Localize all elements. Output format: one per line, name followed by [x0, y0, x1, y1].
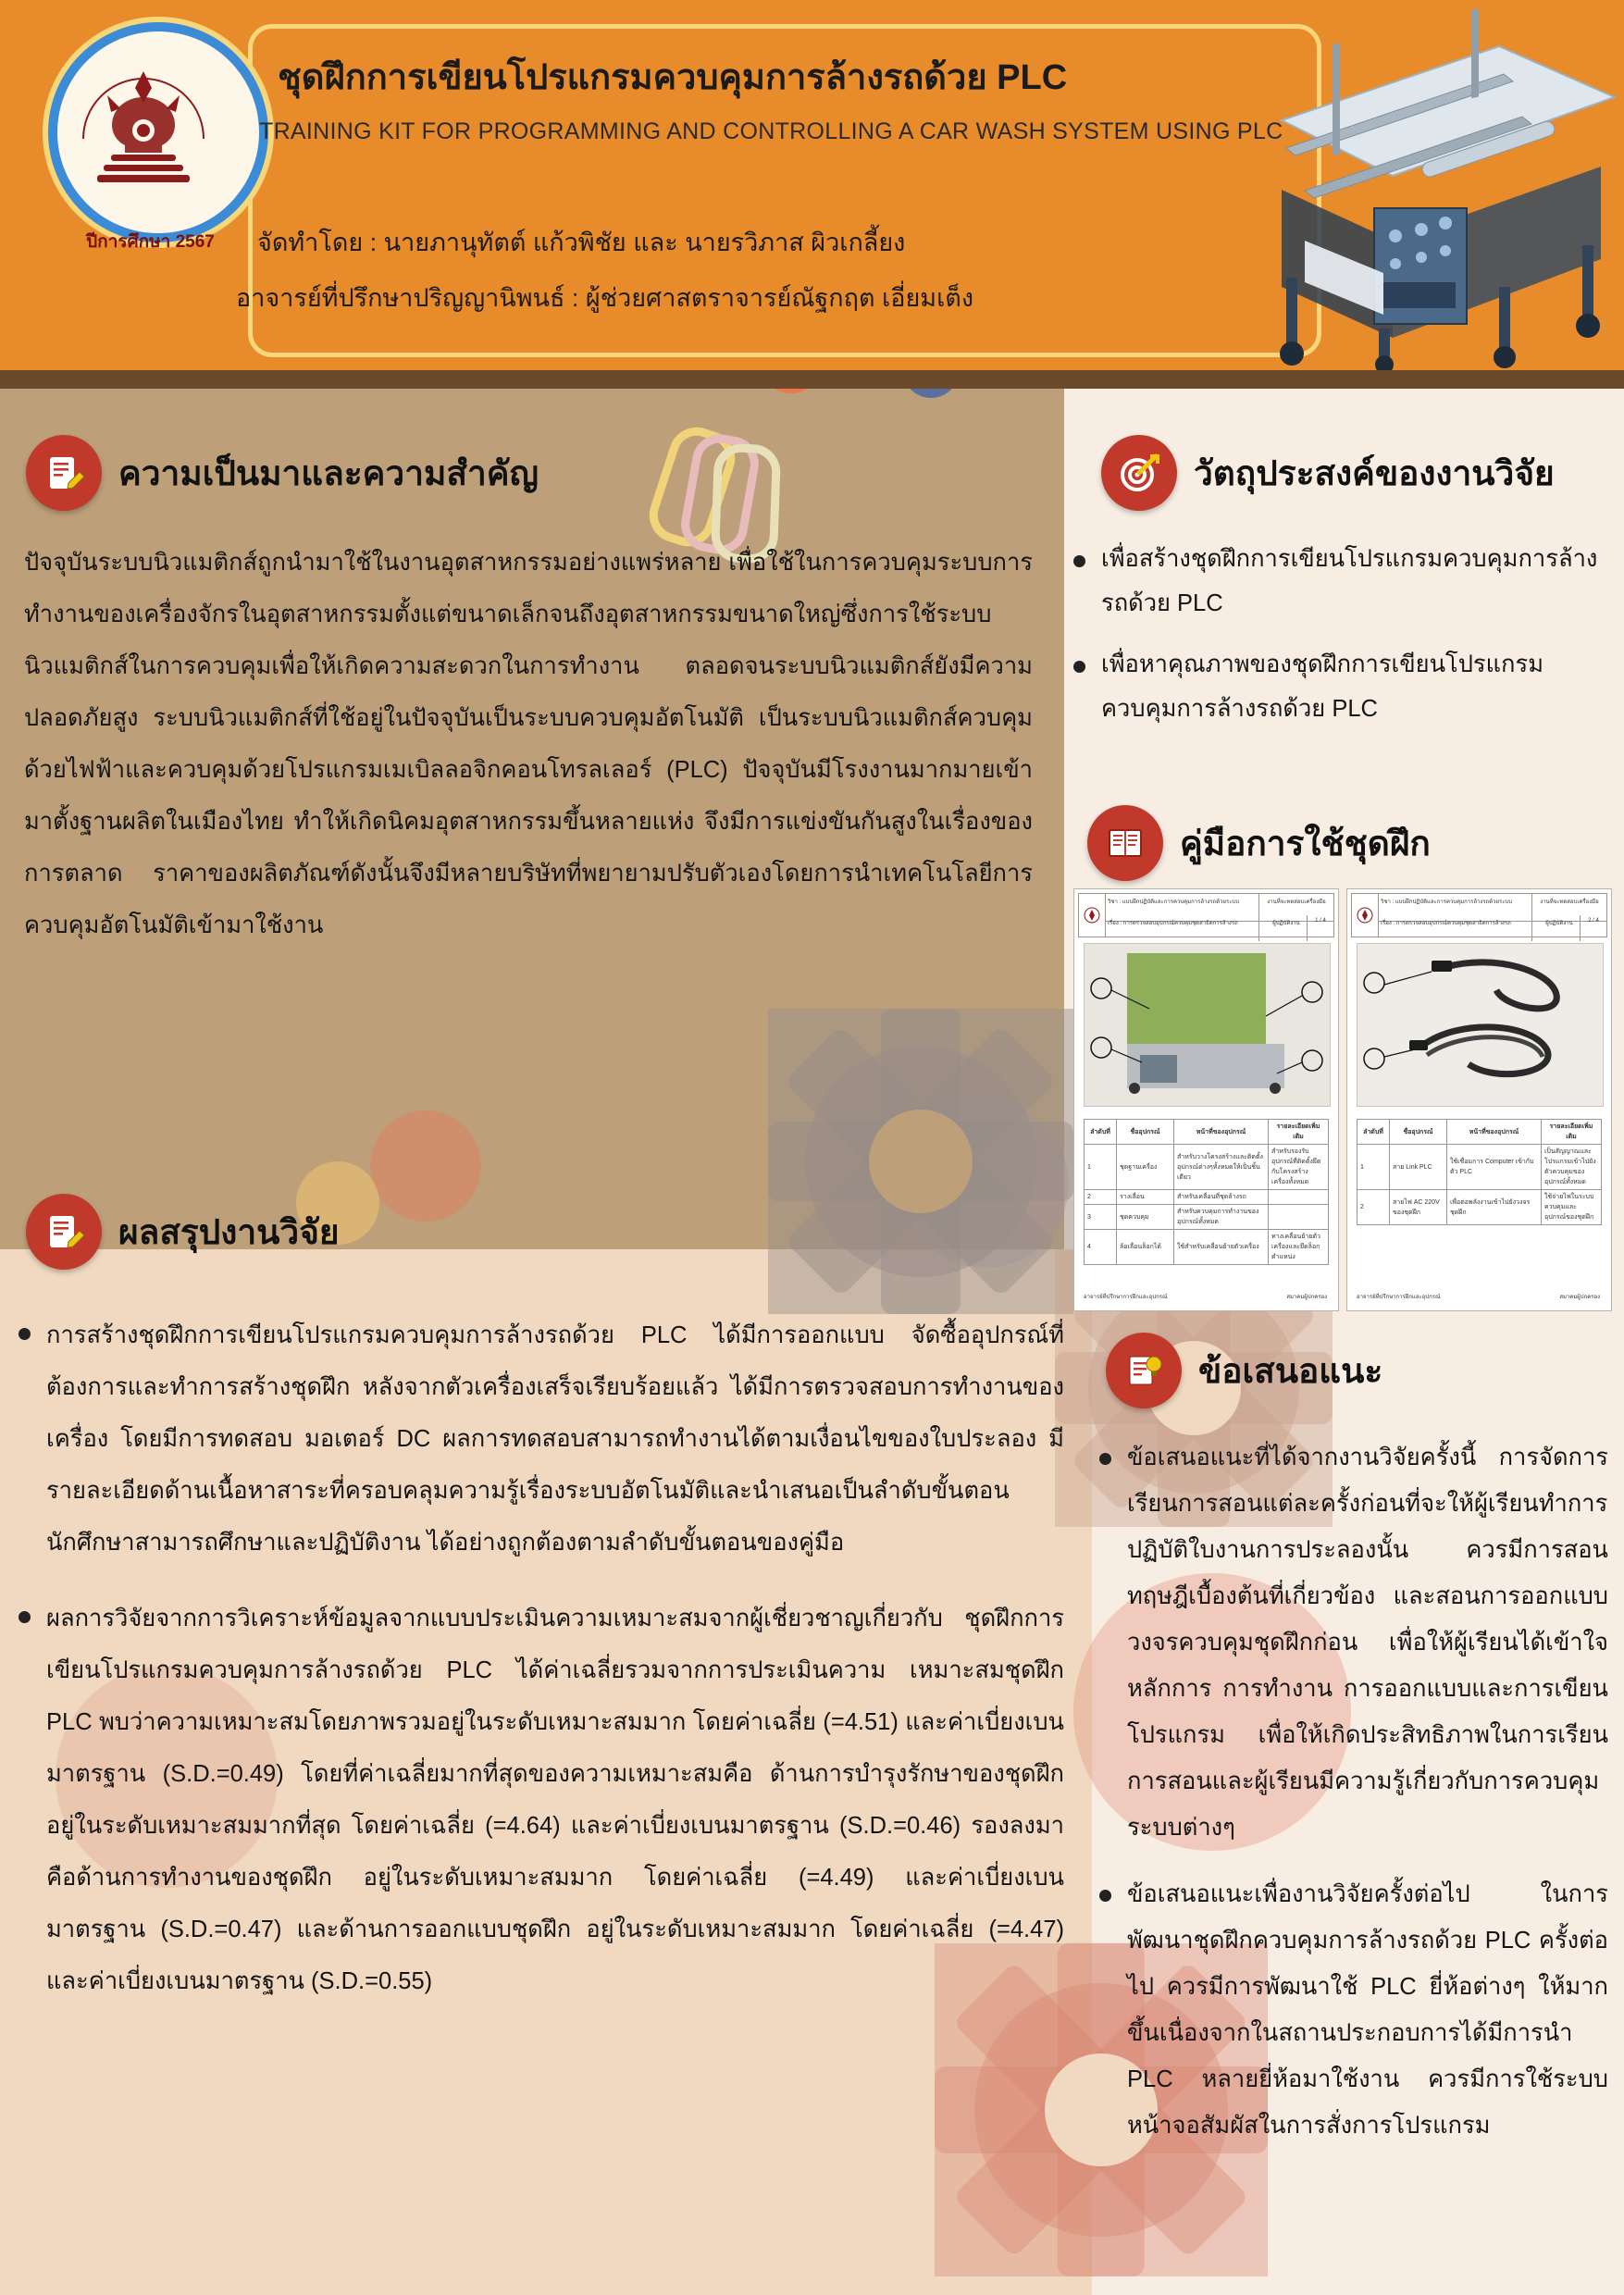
manual-pages [1064, 888, 1619, 1314]
manual-photo-cables [1357, 943, 1604, 1107]
section-title-suggestions: ข้อเสนอแนะ [1198, 1351, 1383, 1390]
table-cell [1269, 1205, 1329, 1230]
manual-page-2-footer-right: สมาคมผู้ปกครอง [1559, 1295, 1600, 1300]
manual-page-2-footer-left: อาจารย์ที่ปรึกษาการฝึกและอุปกรณ์ [1357, 1295, 1441, 1300]
table-header-cell: ลำดับที่ [1357, 1120, 1390, 1145]
advisor-line: อาจารย์ที่ปรึกษาปริญญานิพนธ์ : ผู้ช่วยศาสตราจารย์ณัฐกฤต เอี่ยมเต็ง [236, 284, 974, 312]
table-cell: ทางเคลื่อนย้ายตัวเครื่องและยึดล็อกตำแหน่ง [1269, 1230, 1329, 1265]
target-arrow-icon [1101, 435, 1177, 511]
car-wash-machine-illustration [1194, 9, 1619, 370]
table-cell: ล้อเลื่อนล็อกได้ [1117, 1230, 1174, 1265]
table-cell: 4 [1085, 1230, 1117, 1265]
manual-page-2-head-right: งานที่จะทดสอบเครื่องมือ [1531, 894, 1606, 922]
table-row [1085, 1190, 1329, 1205]
table-cell: 1 [1357, 1145, 1390, 1190]
table-cell: 3 [1085, 1205, 1117, 1230]
conclusion-list [9, 1309, 1064, 2024]
decor-circle-salmon [370, 1110, 481, 1222]
manual-photo-machine [1084, 943, 1331, 1107]
table-header-cell: รายละเอียดเพิ่มเติม [1542, 1120, 1602, 1145]
section-title-conclusion: ผลสรุปงานวิจัย [118, 1212, 340, 1251]
table-cell: ใช้สำหรับเคลื่อนย้ายตัวเครื่อง [1174, 1230, 1269, 1265]
table-header-cell: หน้าที่ของอุปกรณ์ [1447, 1120, 1542, 1145]
manual-page-1-table [1084, 1119, 1329, 1265]
table-row [1357, 1145, 1602, 1190]
notepad-pencil-icon [26, 1194, 102, 1270]
table-cell: สำหรับเคลื่อนที่ชุดล้างรถ [1174, 1190, 1269, 1205]
manual-page-1-page-number: 1 / 4 [1307, 915, 1333, 941]
table-cell: สำหรับควบคุมการทำงานของอุปกรณ์ทั้งหมด [1174, 1205, 1269, 1230]
table-header-cell: ลำดับที่ [1085, 1120, 1117, 1145]
manual-page-1-footer-right: สมาคมผู้ปกครอง [1286, 1295, 1327, 1300]
logo-caption: ปีการศึกษา 2567 [86, 232, 215, 252]
table-cell: ใช้เชื่อมการ Computer เข้ากับตัว PLC [1447, 1145, 1542, 1190]
table-cell: รางเลื่อน [1117, 1190, 1174, 1205]
manual-page-1-head-right: งานที่จะทดสอบเครื่องมือ [1258, 894, 1333, 922]
notepad-pencil-icon [26, 435, 102, 511]
table-cell: 2 [1357, 1190, 1390, 1225]
table-cell: 2 [1085, 1190, 1117, 1205]
manual-page-1-footer-left: อาจารย์ที่ปรึกษาการฝึกและอุปกรณ์ [1084, 1295, 1168, 1300]
manual-page-1-operator: ผู้ปฏิบัติงาน [1258, 915, 1313, 941]
table-cell: ชุดควบคุม [1117, 1205, 1174, 1230]
manual-page-1-head-left: วิชา : แบบฝึกปฏิบัติและการควบคุมการล้างรถด้วยระบบ [1105, 894, 1265, 922]
manual-page-2 [1346, 888, 1612, 1311]
table-cell: สายไฟ AC 220V ของชุดฝึก [1390, 1190, 1447, 1225]
table-cell: 1 [1085, 1145, 1117, 1190]
table-header-cell: ชื่ออุปกรณ์ [1390, 1120, 1447, 1145]
table-cell: สำหรับรองรับอุปกรณ์ที่ติดตั้งยึดกับโครงสร้างเครื่องทั้งหมด [1269, 1145, 1329, 1190]
manual-page-2-head-left: วิชา : แบบฝึกปฏิบัติและการควบคุมการล้างรถด้วยระบบ [1378, 894, 1538, 922]
manual-page-2-row2-left: เรื่อง : การตรวจสอบอุปกรณ์ควบคุมชุดสาธิตการล้างรถ [1381, 921, 1511, 926]
section-title-manual: คู่มือการใช้ชุดฝึก [1180, 824, 1431, 862]
section-header-suggestions [1106, 1333, 1382, 1408]
manual-page-2-table [1357, 1119, 1602, 1225]
manual-page-2-page-number: 2 / 4 [1580, 915, 1606, 941]
list-item: ข้อเสนอแนะที่ได้จากงานวิจัยครั้งนี้ การจัดการเรียนการสอนแต่ละครั้งก่อนที่จะให้ผู้เรียนทำการปฏิบัติใบงานการประลองนั้น ควรมีการสอนทฤษฎีเบื้องต้นที่เกี่ยวข้อง และสอนการออกแบบวงจรควบคุมชุดฝึกก่อน เพื่อให้ผู้เรียนได้เข้าใจหลักการ การทำงาน การออกแบบและการเขียนโปรแกรม เพื่อให้เกิดประสิทธิภาพในการเรียนการสอนและผู้เรียนมีความรู้เกี่ยวกับการควบคุมระบบต่างๆ [1090, 1434, 1608, 1851]
list-item: ข้อเสนอแนะเพื่องานวิจัยครั้งต่อไป ในการพัฒนาชุดฝึกควบคุมการล้างรถด้วย PLC ครั้งต่อไป ควรมีการพัฒนาใช้ PLC ยี่ห้อต่างๆ ให้มากขึ้นเนื่องจากในสถานประกอบการได้มีการนำ PLC หลายยี่ห้อมาใช้งาน ควรมีการใช้ระบบหน้าจอสัมผัสในการสั่งการโปรแกรม [1090, 1871, 1608, 2149]
manual-page-2-operator: ผู้ปฏิบัติงาน [1531, 915, 1586, 941]
page-title-thai: ชุดฝึกการเขียนโปรแกรมควบคุมการล้างรถด้วย PLC [278, 58, 1068, 97]
table-header-cell: ชื่ออุปกรณ์ [1117, 1120, 1174, 1145]
gear-icon [768, 1009, 1073, 1314]
table-cell: สำหรับวางโครงสร้างและติดตั้งอุปกรณ์ต่างๆทั้งหมดให้เป็นชิ้นเดียว [1174, 1145, 1269, 1190]
manual-page-1 [1073, 888, 1339, 1311]
table-header-cell: หน้าที่ของอุปกรณ์ [1174, 1120, 1269, 1145]
authors-line: จัดทำโดย : นายภานุทัตต์ แก้วพิชัย และ นายรวิภาส ผิวเกลี้ยง [257, 229, 906, 256]
university-logo [28, 9, 259, 268]
page-title-english: TRAINING KIT FOR PROGRAMMING AND CONTROLLING A CAR WASH SYSTEM USING PLC [259, 118, 1283, 144]
list-item: เพื่อหาคุณภาพของชุดฝึกการเขียนโปรแกรมควบคุมการล้างรถด้วย PLC [1064, 642, 1610, 731]
table-header-cell: รายละเอียดเพิ่มเติม [1269, 1120, 1329, 1145]
section-header-objectives [1101, 435, 1555, 511]
suggestions-list [1090, 1434, 1608, 2165]
list-item: การสร้างชุดฝึกการเขียนโปรแกรมควบคุมการล้างรถด้วย PLC ได้มีการออกแบบ จัดซื้ออุปกรณ์ที่ต้องการและทำการสร้างชุดฝึก หลังจากตัวเครื่องเสร็จเรียบร้อยแล้ว ได้มีการตรวจสอบการทำงานของเครื่อง โดยมีการทดสอบ มอเตอร์ DC ผลการทดสอบสามารถทำงานได้ตามเงื่อนไขของใบประลอง มีรายละเอียดด้านเนื้อหาสาระที่ครอบคลุมความรู้เรื่องระบบอัตโนมัติและนำเสนอเป็นลำดับขั้นตอน นักศึกษาสามารถศึกษาและปฏิบัติงาน ได้อย่างถูกต้องตามลำดับขั้นตอนของคู่มือ [9, 1309, 1064, 1569]
poster-header [0, 0, 1624, 370]
background-paragraph: ปัจจุบันระบบนิวแมติกส์ถูกนำมาใช้ในงานอุตสาหกรรมอย่างแพร่หลาย เพื่อใช้ในการควบคุมระบบการทำงานของเครื่องจักรในอุตสาหกรรมตั้งแต่ขนาดเล็กจนถึงอุตสาหกรรมขนาดใหญ่ซึ่งการใช้ระบบนิวแมติกส์ในการควบคุมเพื่อให้เกิดความสะดวกในการทำงาน ตลอดจนระบบนิวแมติกส์ยังมีความปลอดภัยสูง ระบบนิวแมติกส์ที่ใช้อยู่ในปัจจุบันเป็นระบบควบคุมอัตโนมัติ เป็นระบบนิวแมติกส์ควบคุมด้วยไฟฟ้าและควบคุมด้วยโปรแกรมเมเบิลลอจิกคอนโทรลเลอร์ (PLC) ปัจจุบันมีโรงงานมากมายเข้ามาตั้งฐานผลิตในเมืองไทย ทำให้เกิดนิคมอุตสาหกรรมขึ้นหลายแห่ง จึงมีการแข่งขันกันสูงในเรื่องของการตลาด ราคาของผลิตภัณฑ์ดังนั้นจึงมีหลายบริษัทที่พยายามปรับตัวเองโดยการนำเทคโนโลยีการควบคุมอัตโนมัติเข้ามาใช้งาน [24, 550, 1033, 938]
section-header-conclusion [26, 1194, 340, 1270]
table-cell: สาย Link PLC [1390, 1145, 1447, 1190]
section-title-background: ความเป็นมาและความสำคัญ [118, 453, 539, 492]
section-title-objectives: วัตถุประสงค์ของงานวิจัย [1194, 453, 1555, 492]
list-item: เพื่อสร้างชุดฝึกการเขียนโปรแกรมควบคุมการล้างรถด้วย PLC [1064, 537, 1610, 626]
book-manual-icon [1087, 805, 1163, 881]
table-row [1357, 1190, 1602, 1225]
table-row [1085, 1145, 1329, 1190]
table-row [1085, 1230, 1329, 1265]
manual-page-1-row2-left: เรื่อง : การตรวจสอบอุปกรณ์ควบคุมชุดสาธิตการล้างรถ [1108, 921, 1238, 926]
table-cell: ชุดฐานเครื่อง [1117, 1145, 1174, 1190]
table-cell: เพื่อต่อพลังงานเข้าไปยังวงจรชุดฝึก [1447, 1190, 1542, 1225]
table-cell: เป็นสัญญาณและโปรแกรมเข้าไปยังตัวควบคุมของอุปกรณ์ทั้งหมด [1542, 1145, 1602, 1190]
table-row [1085, 1205, 1329, 1230]
lightbulb-idea-icon [1106, 1333, 1182, 1408]
table-cell [1269, 1190, 1329, 1205]
objectives-list [1064, 537, 1610, 748]
section-header-manual [1087, 805, 1431, 881]
section-header-background [26, 435, 539, 511]
list-item: ผลการวิจัยจากการวิเคราะห์ข้อมูลจากแบบประเมินความเหมาะสมจากผู้เชี่ยวชาญเกี่ยวกับ ชุดฝึกการเขียนโปรแกรมควบคุมการล้างรถด้วย PLC ได้ค่าเฉลี่ยรวมจากการประเมินความ เหมาะสมชุดฝึก PLC พบว่าความเหมาะสมโดยภาพรวมอยู่ในระดับเหมาะสมมาก โดยค่าเฉลี่ย (=4.51) และค่าเบี่ยงเบนมาตรฐาน (S.D.=0.49) โดยที่ค่าเฉลี่ยมากที่สุดของความเหมาะสมคือ ด้านการบำรุงรักษาของชุดฝึก อยู่ในระดับเหมาะสมมากที่สุด โดยค่าเฉลี่ย (=4.64) และค่าเบี่ยงเบนมาตรฐาน (S.D.=0.46) รองลงมาคือด้านการทำงานของชุดฝึก อยู่ในระดับเหมาะสมมาก โดยค่าเฉลี่ย (=4.49) และค่าเบี่ยงเบนมาตรฐาน (S.D.=0.47) และด้านการออกแบบชุดฝึก อยู่ในระดับเหมาะสมมาก โดยค่าเฉลี่ย (=4.47) และค่าเบี่ยงเบนมาตรฐาน (S.D.=0.55) [9, 1593, 1064, 2007]
table-cell: ใช้จ่ายไฟในระบบควบคุมและอุปกรณ์ของชุดฝึก [1542, 1190, 1602, 1225]
